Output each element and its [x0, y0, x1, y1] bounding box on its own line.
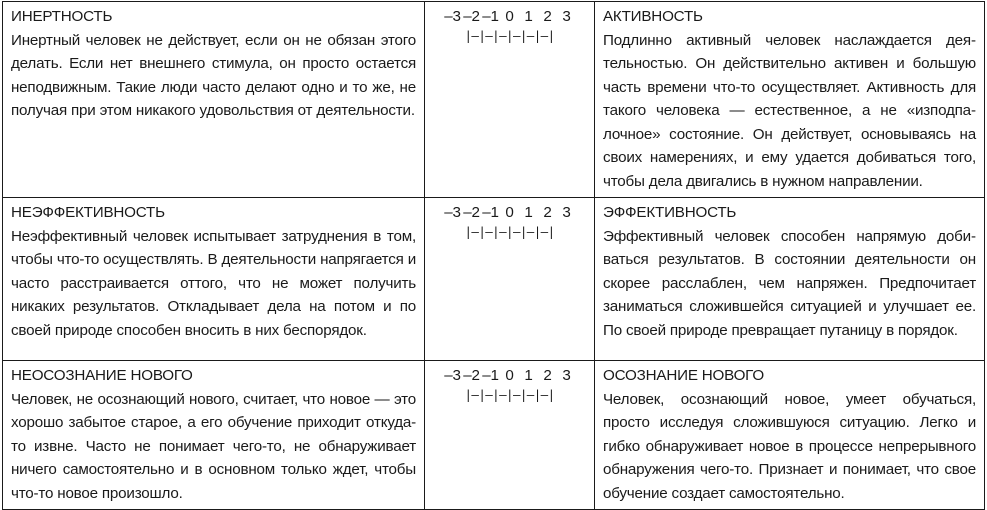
negative-pole-cell: [3, 361, 425, 510]
negative-pole-description: Неэффективный человек испытывает затруднения в том, чтобы что-то осуществлять. В деятельности напрягается и часто расстраивается оттого, что не может получить никаких результатов. Откладывает дела на потом и по своей природе способен вносить в них беспорядок.: [11, 227, 416, 339]
negative-pole-cell: [3, 2, 425, 198]
scale-label-3[interactable]: 3: [562, 8, 571, 25]
negative-pole-title: ИНЕРТНОСТЬ: [11, 8, 113, 25]
scale-row-effectiveness: [3, 198, 985, 361]
scale-label-0[interactable]: 0: [505, 204, 514, 221]
negative-pole-cell: [3, 198, 425, 361]
scale-label-minus-3[interactable]: –3: [444, 367, 461, 384]
positive-pole-cell: [595, 198, 985, 361]
scale-label-minus-1[interactable]: –1: [482, 8, 499, 25]
scale-label-minus-1[interactable]: –1: [482, 367, 499, 384]
rating-scale-cell: [425, 198, 595, 361]
positive-pole-title: АКТИВНОСТЬ: [603, 8, 703, 25]
rating-scale-cell: [425, 2, 595, 198]
scale-row-novelty-awareness: [3, 361, 985, 510]
scale-row-activity: [3, 2, 985, 198]
positive-pole-cell: [595, 2, 985, 198]
negative-pole-title: НЕЭФФЕКТИВНОСТЬ: [11, 204, 165, 221]
rating-scale-labels: [433, 364, 586, 388]
positive-pole-cell: [595, 361, 985, 510]
scale-label-2[interactable]: 2: [543, 204, 552, 221]
scale-label-1[interactable]: 1: [524, 204, 533, 221]
positive-pole-title: ЭФФЕКТИВНОСТЬ: [603, 204, 737, 221]
scale-label-2[interactable]: 2: [543, 367, 552, 384]
positive-pole-description: Человек, осознающий новое, умеет обучаться, просто исследуя сложившуюся ситуацию. Легко и гибко обнаруживает новое в процессе непрерывного обнаружения чего-то. Признает и понимает, что свое обучение создает самостоятельно.: [603, 390, 976, 502]
scale-label-minus-2[interactable]: –2: [463, 367, 480, 384]
scale-label-minus-2[interactable]: –2: [463, 204, 480, 221]
positive-pole-description: Подлинно активный человек наслаждается деятельностью. Он действительно активен и большую часть времени что-то осуществляет. Активность для такого человека — естественное, а не «изподпалочное» состояние. Он действует, основываясь на своих намерениях, и ему удается добиваться того, чтобы дела двигались в нужном направлении.: [603, 31, 976, 190]
scale-label-1[interactable]: 1: [524, 367, 533, 384]
rating-scale-ruler: |—|—|—|—|—|—|: [464, 27, 555, 43]
scale-label-minus-3[interactable]: –3: [444, 8, 461, 25]
bipolar-scale-table: [2, 1, 985, 510]
scale-label-minus-3[interactable]: –3: [444, 204, 461, 221]
scale-label-0[interactable]: 0: [505, 367, 514, 384]
scale-label-2[interactable]: 2: [543, 8, 552, 25]
scale-label-3[interactable]: 3: [562, 204, 571, 221]
negative-pole-title: НЕОСОЗНАНИЕ НОВОГО: [11, 367, 193, 384]
rating-scale-ruler: |—|—|—|—|—|—|: [464, 223, 555, 239]
scale-label-minus-2[interactable]: –2: [463, 8, 480, 25]
scale-label-1[interactable]: 1: [524, 8, 533, 25]
scale-label-3[interactable]: 3: [562, 367, 571, 384]
scale-label-minus-1[interactable]: –1: [482, 204, 499, 221]
rating-scale-cell: [425, 361, 595, 510]
negative-pole-description: Человек, не осознающий нового, считает, что новое — это хорошо забытое старое, а его обучение приходит откуда-то извне. Часто не понимает чего-то, не обнаруживает ничего самостоятельно и в основном только ждет, чтобы что-то новое произошло.: [11, 390, 416, 502]
rating-scale-ruler: |—|—|—|—|—|—|: [464, 386, 555, 402]
rating-scale-labels: [433, 201, 586, 225]
rating-scale-labels: [433, 5, 586, 29]
scale-label-0[interactable]: 0: [505, 8, 514, 25]
positive-pole-title: ОСОЗНАНИЕ НОВОГО: [603, 367, 764, 384]
negative-pole-description: Инертный человек не действует, если он не обязан этого делать. Если нет внешнего стимула, он просто остается неподвижным. Такие люди часто делают одно и то же, не получая при этом никакого удовольствия от деятельности.: [11, 31, 416, 119]
positive-pole-description: Эффективный человек способен напрямую добиваться результатов. В состоянии деятельности он скорее расслаблен, чем напряжен. Предпочитает заниматься сложившейся ситуацией и улучшает ее. По своей природе превращает путаницу в порядок.: [603, 227, 976, 339]
